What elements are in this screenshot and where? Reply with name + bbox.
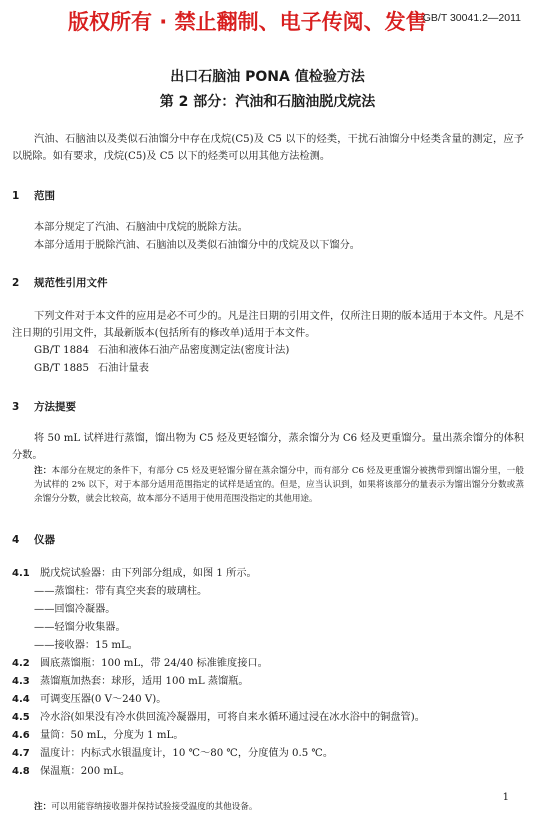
section-number: 3 — [12, 401, 20, 413]
note-label: 注： — [34, 466, 52, 476]
reference-code: GB/T 1885 — [34, 363, 90, 374]
item-text: 温度计：内标式水银温度计，10 ℃～80 ℃，分度值为 0.5 ℃。 — [40, 748, 334, 759]
apparatus-item — [12, 782, 40, 798]
item-number: 4.3 — [12, 676, 30, 687]
item-number: 4.6 — [12, 730, 30, 741]
document-title: 出口石脑油 PONA 值检验方法 — [170, 69, 365, 85]
section-1-heading — [12, 188, 55, 203]
item-text: 可调变压器(0 V～240 V)。 — [40, 694, 167, 705]
note-text: 本部分在规定的条件下，有部分 C5 烃及更轻馏分留在蒸余馏分中，而有部分 C6 烃及更重馏分被携带到馏出馏分里，一般为试样的 2% 以下，对于本部分适用范围指定的试样是适宜的。但是，应当认识到，如果将该部分的量表示为馏出馏分分数或蒸余馏分分数，就会比较高，故本部分不适用于使用范围没指定的其他用途。 — [34, 466, 524, 504]
item-text: 蒸馏瓶加热套：球形，适用 100 mL 蒸馏瓶。 — [40, 676, 249, 687]
section-1-line-1: 本部分规定了汽油、石脑油中戊烷的脱除方法。 — [34, 222, 248, 233]
apparatus-item — [12, 710, 425, 726]
note-text: 可以用能容纳接收器并保持试验接受温度的其他设备。 — [51, 802, 258, 812]
sub-item: ——蒸馏柱：带有真空夹套的玻璃柱。 — [34, 586, 208, 597]
item-number: 4.4 — [12, 694, 30, 705]
item-number: 4.2 — [12, 658, 30, 669]
reference-item — [34, 361, 149, 377]
item-number: 4.7 — [12, 748, 30, 759]
item-number: 4.1 — [12, 568, 30, 579]
reference-title: 石油和液体石油产品密度测定法(密度计法) — [98, 345, 290, 356]
item-text: 量筒：50 mL，分度为 1 mL。 — [40, 730, 184, 741]
item-text: 冷水浴(如果没有冷水供回流冷凝器用，可将自来水循环通过浸在冰水浴中的铜盘管)。 — [40, 712, 425, 723]
apparatus-item — [12, 746, 333, 762]
page-number: 1 — [502, 792, 509, 803]
item-text: 圆底蒸馏瓶：100 mL，带 24/40 标准锥度接口。 — [40, 658, 268, 669]
sub-item: ——轻馏分收集器。 — [34, 622, 126, 633]
apparatus-item — [12, 566, 257, 582]
item-number: 4.5 — [12, 712, 30, 723]
section-number: 4 — [12, 534, 20, 546]
item-text: 保温瓶：200 mL。 — [40, 766, 131, 777]
standard-code: GB/T 30041.2—2011 — [422, 12, 521, 24]
apparatus-item — [12, 692, 166, 708]
section-title: 方法提要 — [34, 401, 76, 413]
section-2-heading — [12, 275, 108, 290]
apparatus-item — [12, 674, 249, 690]
section-title: 规范性引用文件 — [34, 277, 108, 289]
section-3-note — [34, 464, 524, 506]
watermark: 版权所有 · 禁止翻制、电子传阅、发售 — [68, 10, 427, 34]
item-number: 4.8 — [12, 766, 30, 777]
sub-item: ——接收器：15 mL。 — [34, 640, 138, 651]
section-4-heading — [12, 532, 55, 547]
document-subtitle: 第 2 部分：汽油和石脑油脱戊烷法 — [159, 94, 376, 110]
section-title: 范围 — [34, 190, 55, 202]
reference-code: GB/T 1884 — [34, 345, 90, 356]
sub-item: ——回馏冷凝器。 — [34, 604, 116, 615]
section-title: 仪器 — [34, 534, 55, 546]
intro-paragraph: 汽油、石脑油以及类似石油馏分中存在戊烷(C5)及 C5 以下的烃类，干扰石油馏分中烃类含量的测定，应予以脱除。如有要求，戊烷(C5)及 C5 以下的烃类可以用其他方法检测。 — [12, 134, 524, 162]
section-1-line-2: 本部分适用于脱除汽油、石脑油以及类似石油馏分中的戊烷及以下馏分。 — [34, 240, 360, 251]
apparatus-item — [12, 656, 268, 672]
reference-title: 石油计量表 — [98, 363, 149, 374]
apparatus-item — [12, 764, 130, 780]
section-4-note — [34, 800, 524, 814]
reference-item — [34, 343, 289, 359]
note-label: 注： — [34, 802, 52, 812]
section-number: 1 — [12, 190, 20, 202]
section-3-paragraph: 将 50 mL 试样进行蒸馏，馏出物为 C5 烃及更轻馏分，蒸余馏分为 C6 烃及更重馏分。量出蒸余馏分的体积分数。 — [12, 433, 524, 461]
apparatus-item — [12, 728, 184, 744]
section-2-paragraph: 下列文件对于本文件的应用是必不可少的。凡是注日期的引用文件，仅所注日期的版本适用于本文件。凡是不注日期的引用文件，其最新版本(包括所有的修改单)适用于本文件。 — [12, 311, 524, 339]
section-3-heading — [12, 399, 76, 414]
section-number: 2 — [12, 277, 20, 289]
item-text: 脱戊烷试验器：由下列部分组成，如图 1 所示。 — [40, 568, 257, 579]
